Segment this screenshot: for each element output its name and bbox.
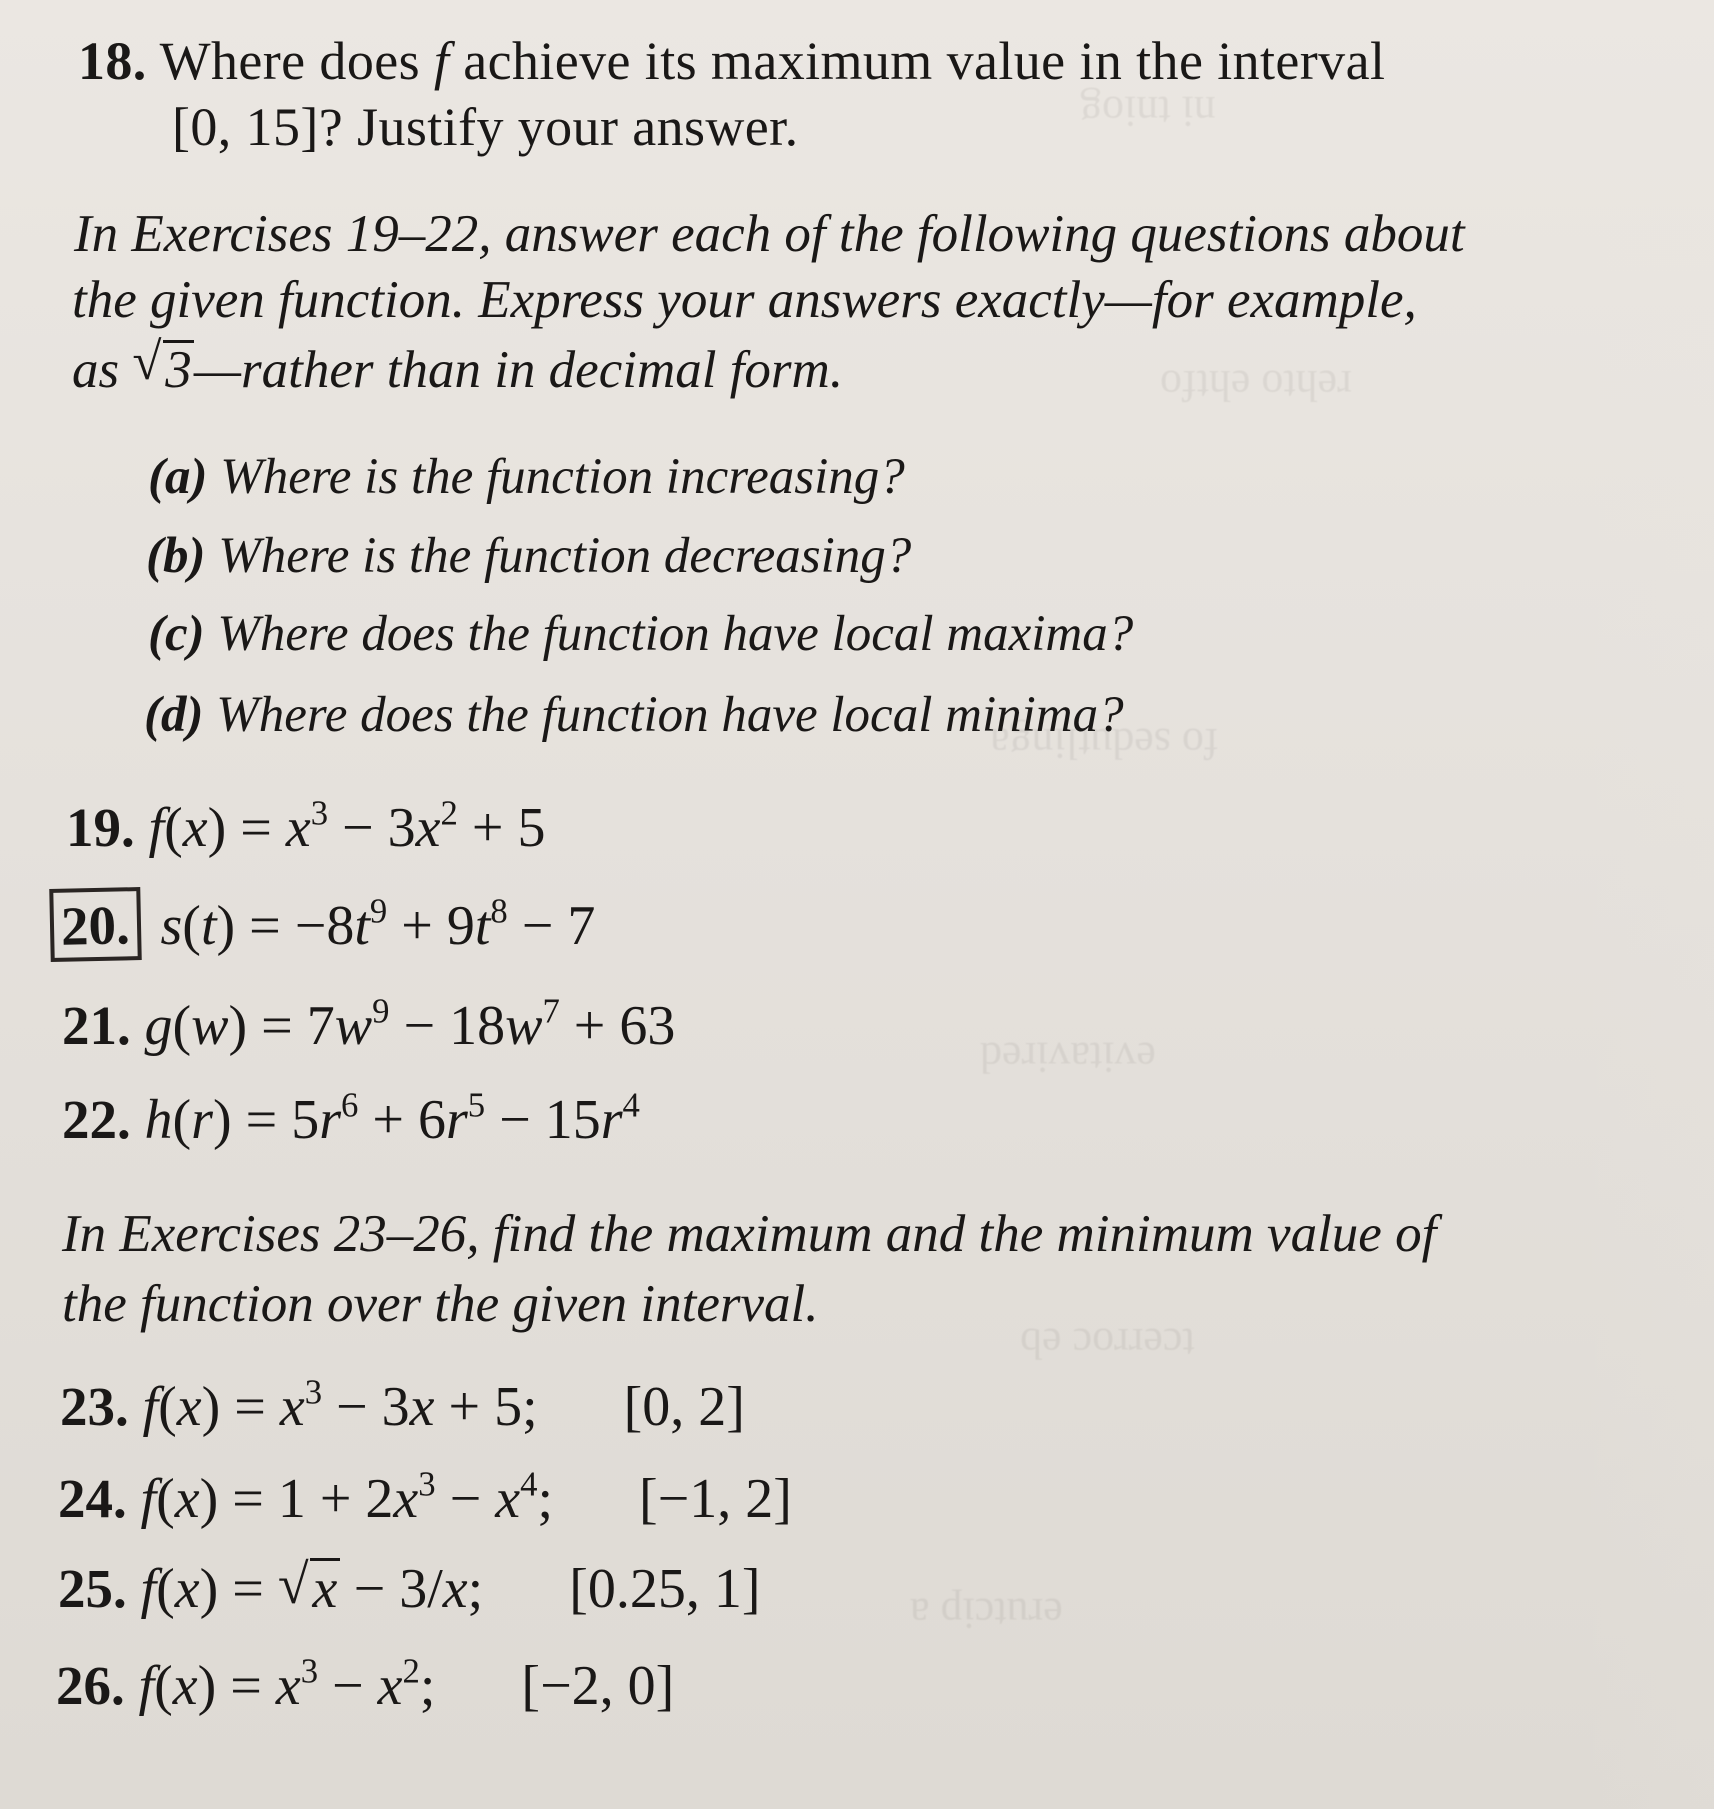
exercise-21-g: g [144, 995, 173, 1057]
bleed-through-text-4: evitavired [980, 1033, 1156, 1082]
exercise-23-x1: x [409, 1376, 435, 1438]
exercise-22-power-5: 5 [467, 1085, 486, 1125]
bleed-through-text-3: fo sedutlinga [990, 719, 1219, 768]
exercise-23-interval: [0, 2] [623, 1376, 745, 1438]
exercise-19-power-2: 2 [440, 793, 458, 833]
question-b-text: Where is the function decreasing? [218, 528, 912, 584]
exercise-23-minus: − 3 [322, 1376, 410, 1438]
exercise-19-formula: $f(x) = x^3 - 3x^2 + 5$ [148, 793, 546, 859]
exercise-23 [60, 1372, 745, 1439]
exercise-24-x3: x [393, 1468, 419, 1530]
exercise-21-w: w [191, 995, 229, 1057]
exercise-26-equals: = [216, 1655, 276, 1717]
bleed-through-text-1: ni tniog [1080, 87, 1216, 136]
exercise-26-f: f [138, 1655, 155, 1717]
exercise-20-formula: $s(t) = -8t^9 + 9t^8 - 7$ [160, 891, 596, 957]
exercise-24-minus: − [435, 1468, 496, 1530]
exercise-26-minus: − [318, 1655, 378, 1717]
exercise-22-plus: + 6 [358, 1089, 446, 1151]
exercise-22-r: r [191, 1089, 213, 1151]
exercise-21-number: 21. [62, 995, 131, 1056]
exercise-22-h: h [144, 1089, 173, 1151]
exercise-23-f: f [142, 1376, 159, 1438]
exercise-25-f: f [140, 1558, 157, 1620]
question-c-text: Where does the function have local maxima? [217, 606, 1134, 662]
exercise-20-boxed-number: 20. [49, 887, 141, 962]
exercise-25-x: x [174, 1558, 200, 1620]
exercise-19-plus: + 5 [457, 797, 546, 859]
instruction-23-26-line-1 [62, 1205, 1437, 1263]
exercise-19 [66, 793, 546, 860]
exercise-25-minus: − 3/ [339, 1558, 443, 1620]
question-d-label: (d) [144, 687, 204, 743]
exercise-26-x3: x [275, 1655, 301, 1717]
exercise-20 [50, 888, 595, 961]
exercise-19-power-3: 3 [310, 793, 329, 833]
exercise-25-number: 25. [58, 1558, 127, 1619]
instruction-19-22-line-1 [74, 205, 1465, 263]
exercise-21-formula: $g(w) = 7w^9 - 18w^7 + 63$ [144, 991, 676, 1057]
exercise-24-semicolon: ; [537, 1468, 553, 1530]
exercise-24-f: f [140, 1468, 157, 1530]
exercise-19-number: 19. [66, 797, 135, 858]
bleed-through-text-6: erutcip a [910, 1589, 1063, 1638]
exercise-21-w7: w [505, 995, 543, 1057]
exercise-25-x2: x [442, 1558, 468, 1620]
exercise-26-number: 26. [56, 1655, 125, 1716]
exercise-26-formula: $f(x) = x^3 - x^2$; [−2, 0] [138, 1651, 675, 1717]
exercise-21-w9: w [334, 995, 373, 1057]
question-d-text: Where does the function have local minima? [216, 687, 1124, 743]
question-c [148, 605, 1133, 663]
exercise-25-formula: f(x) = √ x − 3/x; [0.25, 1] [141, 1558, 761, 1620]
exercise-22-power-4: 4 [622, 1085, 640, 1125]
exercise-23-number: 23. [60, 1376, 129, 1437]
exercise-20-plus: + 9 [387, 895, 475, 957]
exercise-19-x: x [182, 797, 208, 859]
instruction-23-26-text-1: In Exercises 23–26, find the maximum and the minimum value of [62, 1205, 1437, 1263]
exercise-25-interval: [0.25, 1] [569, 1558, 761, 1620]
exercise-18-function-symbol: f [433, 31, 450, 91]
exercise-19-equals: = [226, 797, 286, 859]
exercise-25-equals: = [218, 1558, 278, 1620]
bleed-through-text-5: tcerroc eb [1020, 1319, 1195, 1368]
exercise-26 [56, 1651, 675, 1718]
instruction-19-22-text-1: In Exercises 19–22, answer each of the following questions about [74, 205, 1465, 263]
page-right-shadow [1574, 0, 1714, 1809]
exercise-18-line-1 [78, 30, 1385, 92]
exercise-24-interval: [−1, 2] [639, 1468, 792, 1530]
exercise-18-number: 18. [78, 31, 147, 91]
exercise-20-power-8: 8 [490, 891, 508, 931]
exercise-18-text-end: achieve its maximum value in the interval [449, 31, 1386, 91]
exercise-24-number: 24. [58, 1468, 127, 1529]
exercise-23-formula: $f(x) = x^3 - 3x + 5$; [0, 2] [142, 1372, 745, 1438]
exercise-26-power-3: 3 [300, 1651, 319, 1691]
exercise-23-power-3: 3 [304, 1372, 323, 1412]
exercise-22-r5: r [445, 1089, 468, 1151]
exercise-26-power-2: 2 [402, 1651, 420, 1691]
question-b [146, 527, 911, 585]
exercise-24-formula: $f(x) = 1 + 2x^3 - x^4$; [−1, 2] [140, 1464, 792, 1530]
exercise-22 [62, 1085, 640, 1152]
exercise-20-s: s [160, 895, 183, 957]
instruction-19-22-prefix: as [72, 341, 133, 399]
question-b-label: (b) [146, 528, 206, 584]
exercise-20-minus: − 7 [507, 895, 596, 957]
exercise-23-x: x [176, 1376, 202, 1438]
exercise-24-x: x [174, 1468, 200, 1530]
bleed-through-text-2: rehto ehtfo [1160, 361, 1352, 410]
sqrt-3-value: 3 [163, 340, 194, 397]
exercise-26-x2: x [377, 1655, 403, 1717]
exercise-18-line-2-text: [0, 15]? Justify your answer. [172, 97, 799, 157]
exercise-24-power-4: 4 [520, 1464, 538, 1504]
question-a-label: (a) [148, 449, 208, 505]
exercise-21-power-9: 9 [372, 991, 390, 1031]
exercise-24 [58, 1464, 792, 1531]
exercise-24-power-3: 3 [418, 1464, 436, 1504]
instruction-23-26-text-2: the function over the given interval. [62, 1275, 819, 1333]
exercise-21-minus: − 18 [389, 995, 506, 1057]
exercise-20-t9: t [354, 895, 370, 957]
question-d [144, 686, 1124, 744]
exercise-23-x3: x [279, 1376, 305, 1438]
exercise-18-line-2 [172, 96, 798, 158]
exercise-24-x4: x [495, 1468, 521, 1530]
question-a [148, 448, 905, 506]
exercise-18-text-start: Where does [159, 31, 434, 91]
exercise-20-power-9: 9 [369, 891, 388, 931]
instruction-19-22-line-3 [72, 340, 843, 397]
exercise-22-r6: r [319, 1089, 341, 1151]
exercise-21 [62, 991, 676, 1058]
exercise-22-r4: r [600, 1089, 623, 1151]
exercise-20-t: t [200, 895, 217, 957]
exercise-26-x: x [172, 1655, 198, 1717]
exercise-20-equals: = −8 [235, 895, 355, 957]
question-c-label: (c) [148, 606, 205, 662]
exercise-19-x3: x [285, 797, 311, 859]
exercise-19-x2: x [415, 797, 441, 859]
exercise-25-sqrt-x [278, 1557, 340, 1621]
exercise-26-semicolon: ; [419, 1655, 436, 1717]
sqrt-3-example [132, 340, 193, 397]
exercise-26-interval: [−2, 0] [521, 1655, 675, 1717]
exercise-21-power-7: 7 [542, 991, 560, 1031]
exercise-22-number: 22. [62, 1089, 131, 1150]
exercise-21-equals: = 7 [247, 995, 335, 1057]
exercise-19-minus: − 3 [328, 797, 416, 859]
instruction-19-22-suffix: —rather than in decimal form. [193, 341, 844, 399]
exercise-25-sqrt-x-value: x [310, 1558, 339, 1618]
instruction-19-22-line-2 [72, 271, 1417, 329]
exercise-25 [58, 1557, 760, 1621]
exercise-25-semicolon: ; [467, 1558, 484, 1620]
exercise-22-power-6: 6 [341, 1085, 359, 1125]
exercise-23-plus: + 5; [434, 1376, 538, 1438]
question-a-text: Where is the function increasing? [220, 449, 905, 505]
exercise-22-formula: $h(r) = 5r^6 + 6r^5 - 15r^4$ [144, 1085, 640, 1151]
instruction-19-22-text-2: the given function. Express your answers exactly—for example, [72, 271, 1417, 329]
exercise-23-equals: = [220, 1376, 280, 1438]
exercise-22-equals: = 5 [231, 1089, 320, 1151]
exercise-21-plus: + 63 [559, 995, 676, 1057]
exercise-22-minus: − 15 [485, 1089, 601, 1151]
exercise-19-f: f [148, 797, 165, 859]
exercise-20-t8: t [474, 895, 491, 957]
instruction-23-26-line-2 [62, 1275, 819, 1333]
exercise-24-equals: = 1 + 2 [218, 1468, 394, 1530]
